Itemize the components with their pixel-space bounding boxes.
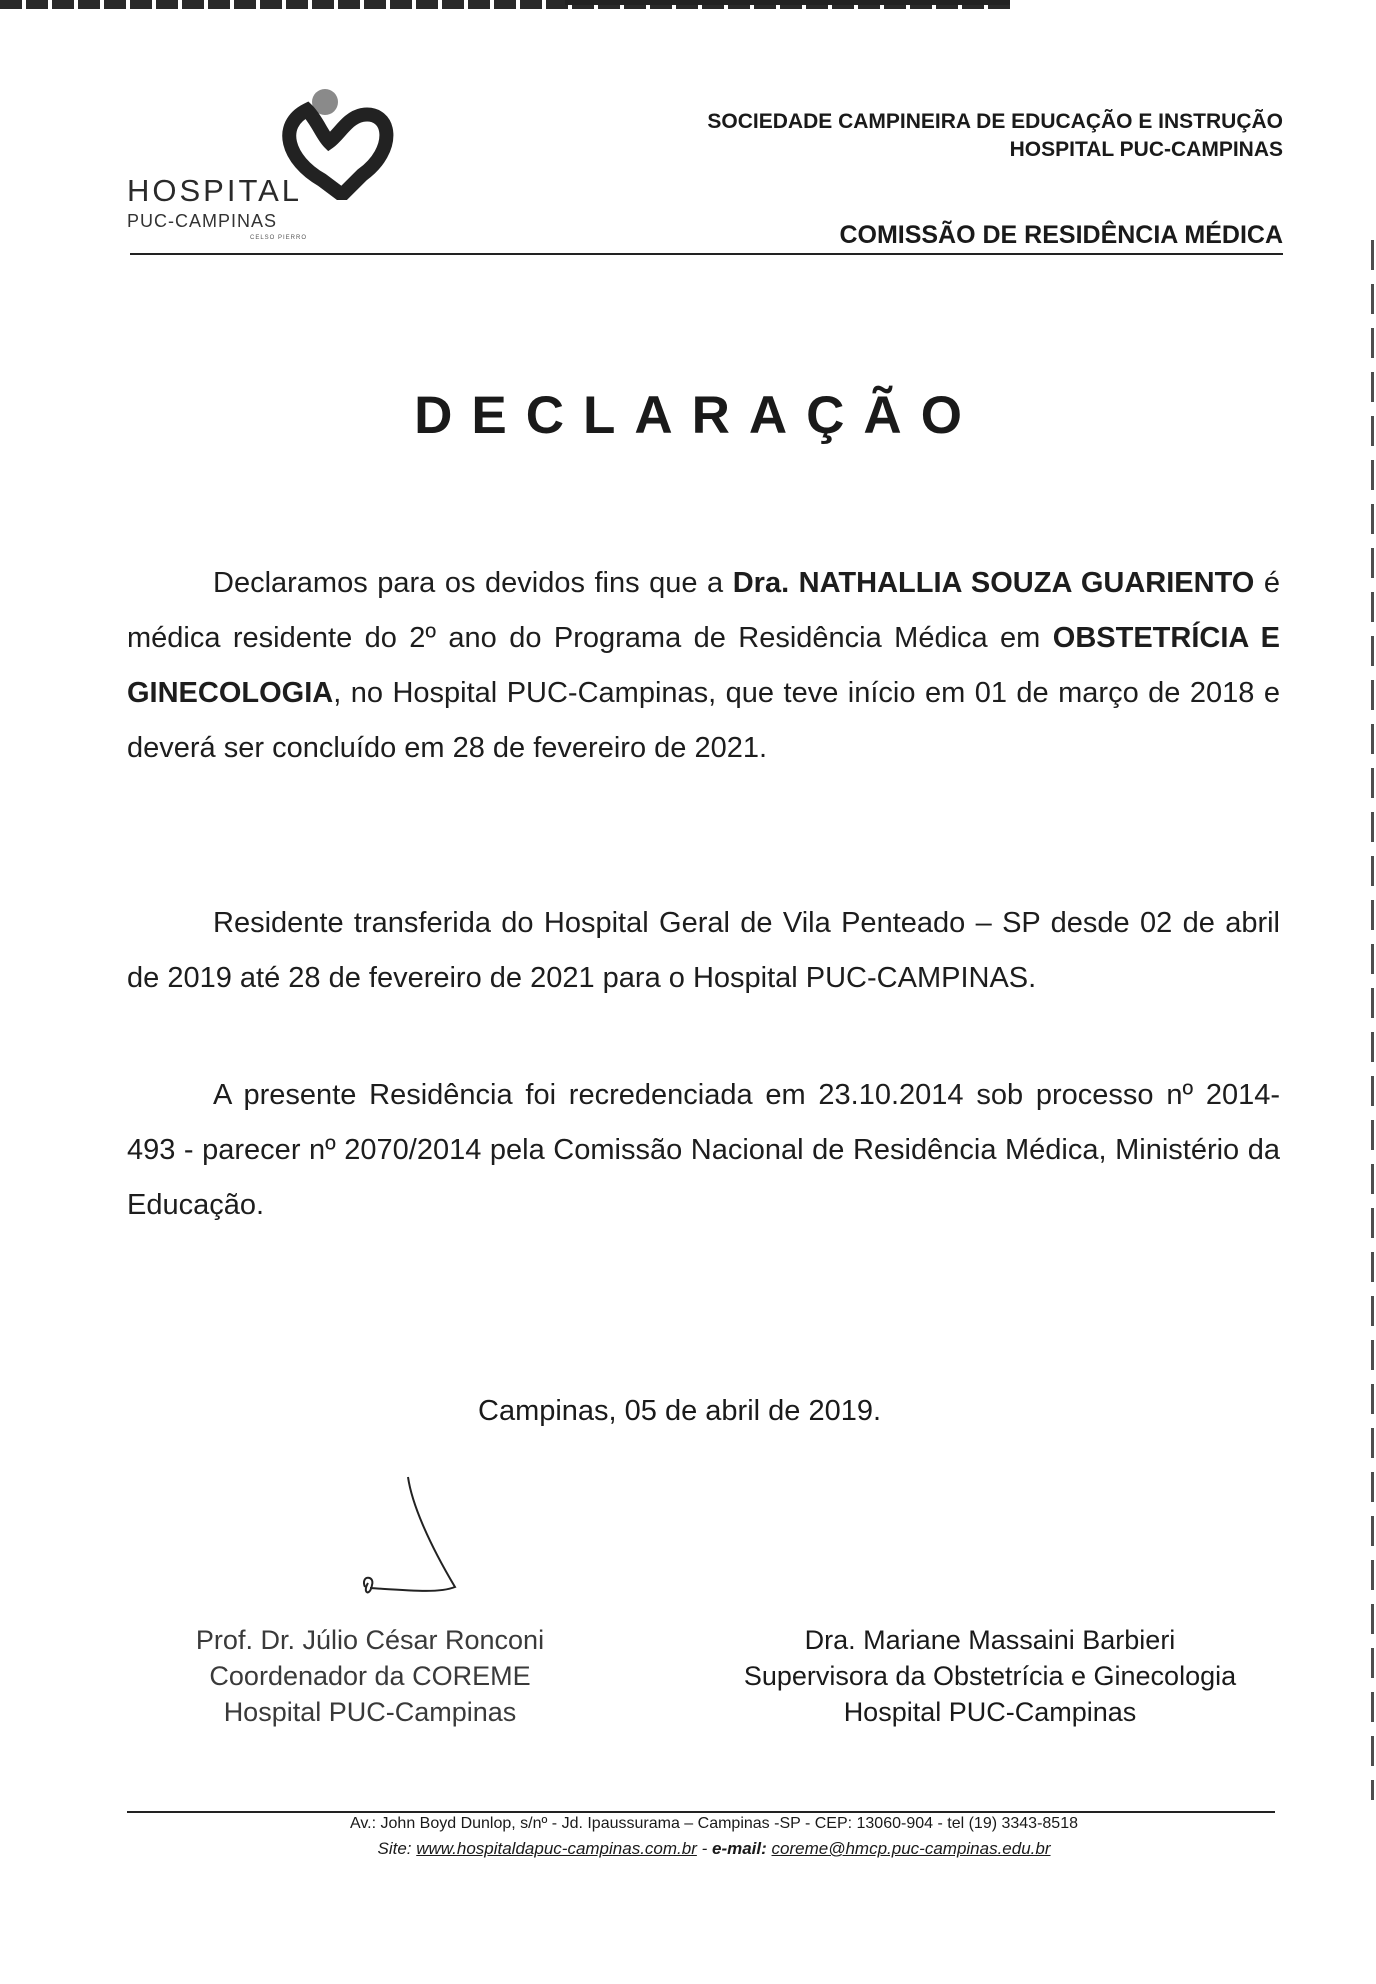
logo-puc-text: PUC-CAMPINAS: [127, 211, 278, 231]
paragraph-2: Residente transferida do Hospital Geral de Vila Penteado – SP desde 02 de abril de 2019 até 28 de fevereiro de 2021 para o Hospital PUC-CAMPINAS.: [127, 907, 1280, 994]
p1-text-2: é médica residente do 2º ano do Programa de Residência Médica em: [127, 567, 1281, 654]
signatory-right-org: Hospital PUC-Campinas: [843, 1697, 1137, 1727]
logo-small-text: CELSO PIERRO: [250, 235, 308, 241]
email-link[interactable]: coreme@hmcp.puc-campinas.edu.br: [771, 1839, 1051, 1858]
paragraph-3: A presente Residência foi recredenciada em 23.10.2014 sob processo nº 2014-493 - parecer nº 2070/2014 pela Comissão Nacional de Residência Médica, Ministério da Educação.: [127, 1079, 1280, 1221]
email-label: e-mail:: [711, 1839, 767, 1858]
footer-address: Av.: John Boyd Dunlop, s/nº - Jd. Ipaussurama – Campinas -SP - CEP: 13060-904 - tel (19) 3343-8518: [349, 1815, 1078, 1832]
scan-edge-top-bar: [565, 0, 1010, 5]
signatory-left-name: Prof. Dr. Júlio César Ronconi: [195, 1625, 545, 1655]
page-title: DECLARAÇÃO: [414, 386, 981, 445]
p1-text-1: Declaramos para os devidos fins que a: [213, 567, 733, 599]
scan-edge-right: [1371, 240, 1374, 1800]
site-link[interactable]: www.hospitaldapuc-campinas.com.br: [416, 1839, 697, 1858]
footer-separator: -: [696, 1839, 712, 1858]
committee-title: COMISSÃO DE RESIDÊNCIA MÉDICA: [839, 221, 1283, 249]
date-line: Campinas, 05 de abril de 2019.: [478, 1395, 882, 1427]
org-line-2: HOSPITAL PUC-CAMPINAS: [1009, 138, 1283, 161]
organization-header: [707, 108, 1283, 164]
hospital-logo: [127, 80, 427, 255]
signature-mark: [360, 1475, 470, 1610]
signatory-left-org: Hospital PUC-Campinas: [223, 1697, 517, 1727]
signatory-right-name: Dra. Mariane Massaini Barbieri: [804, 1625, 1176, 1655]
site-label: Site:: [377, 1839, 412, 1858]
signatory-right-role: Supervisora da Obstetrícia e Ginecologia: [743, 1661, 1237, 1691]
program-name: OBSTETRÍCIA E GINECOLOGIA: [127, 622, 1281, 709]
paragraph-1: [127, 556, 1280, 776]
org-line-1: SOCIEDADE CAMPINEIRA DE EDUCAÇÃO E INSTRUÇÃO: [707, 110, 1283, 133]
footer-divider: [127, 1811, 1275, 1813]
signatory-right: [690, 1622, 1290, 1730]
p1-text-3: , no Hospital PUC-Campinas, que teve início em 01 de março de 2018 e deverá ser concluído em 28 de fevereiro de 2021.: [127, 677, 1280, 764]
signatory-left: [150, 1622, 590, 1730]
header-divider: [130, 253, 1283, 255]
resident-name: Dra. NATHALLIA SOUZA GUARIENTO: [732, 567, 1255, 599]
footer-contacts: [0, 1839, 1376, 1859]
logo-hospital-text: HOSPITAL: [127, 173, 303, 208]
signatory-left-role: Coordenador da COREME: [209, 1661, 531, 1691]
